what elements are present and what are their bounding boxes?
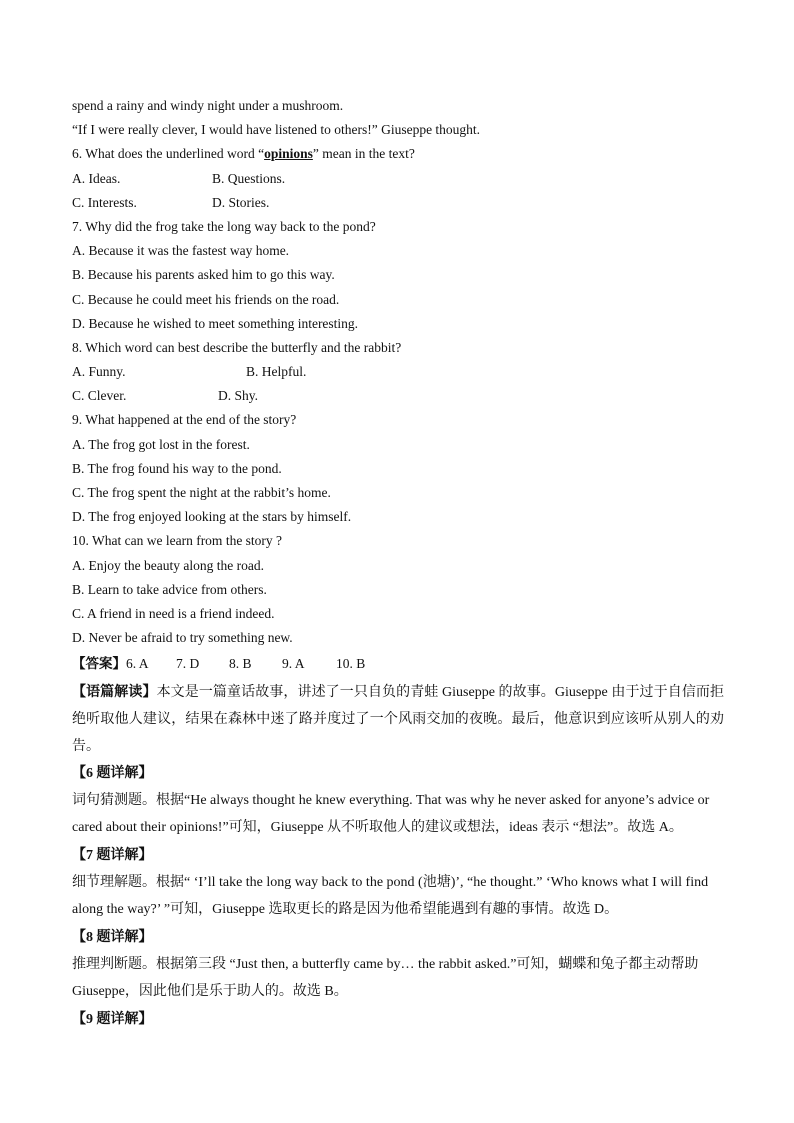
option-b: B. The frog found his way to the pond.	[72, 460, 282, 476]
question-8-options-row-1	[72, 360, 724, 384]
option-d: D. Because he wished to meet something interesting.	[72, 315, 359, 331]
option-d: D. Never be afraid to try something new.	[72, 630, 293, 646]
answer-key	[72, 652, 724, 676]
explanation-7-line: 细节理解题。根据“ ‘I’ll take the long way back to the pond (池塘)’, “he thought.” ‘Who knows what I will find	[72, 874, 709, 890]
explanation-6-title: 【6 题详解】	[72, 765, 153, 781]
option-d: D. The frog enjoyed looking at the stars by himself.	[72, 509, 352, 525]
explanation-8-line: Giuseppe，因此他们是乐于助人的。故选 B。	[72, 984, 348, 999]
underlined-word-opinions: opinions	[264, 146, 313, 162]
story-text-line: “If I were really clever, I would have listened to others!” Giuseppe thought.	[72, 122, 481, 138]
option-b: B. Because his parents asked him to go this way.	[72, 267, 335, 283]
document-content	[72, 94, 724, 1033]
explanation-6-line: cared about their opinions!”可知，Giuseppe 从不听取他人的建议或想法，ideas 表示 “想法”。故选 A。	[72, 820, 683, 835]
explanation-6-line: 词句猜测题。根据“He always thought he knew everything. That was why he never asked for anyone’s advice or	[72, 792, 710, 808]
option-d: D. Stories.	[212, 194, 270, 210]
analysis-label: 【语篇解读】	[72, 684, 157, 700]
answer-9: 9. A	[282, 656, 305, 672]
explanation-8-title: 【8 题详解】	[72, 929, 153, 945]
answer-8: 8. B	[229, 656, 252, 672]
explanation-7-title: 【7 题详解】	[72, 847, 153, 863]
question-7-stem: 7. Why did the frog take the long way back to the pond?	[72, 218, 376, 234]
option-c: C. Interests.	[72, 194, 137, 210]
option-c: C. The frog spent the night at the rabbit’s home.	[72, 485, 331, 500]
question-9-stem: 9. What happened at the end of the story?	[72, 412, 297, 428]
answer-7: 7. D	[176, 656, 200, 672]
question-6-prefix: 6. What does the underlined word “	[72, 146, 265, 162]
option-c: C. A friend in need is a friend indeed.	[72, 605, 275, 621]
question-6-options-row-2	[72, 191, 724, 215]
option-d: D. Shy.	[218, 388, 259, 404]
option-a: A. Because it was the fastest way home.	[72, 243, 290, 259]
answer-label: 【答案】	[72, 656, 126, 672]
option-a: A. Ideas.	[72, 170, 121, 186]
option-a: A. Funny.	[72, 364, 126, 380]
question-6-suffix: ” mean in the text?	[312, 146, 415, 162]
question-6-options-row-1	[72, 167, 724, 191]
analysis-text: 本文是一篇童话故事，讲述了一只自负的青蛙 Giuseppe 的故事。Giuseppe 由于过于自信而拒绝听取他人建议，结果在森林中迷了路并度过了一个风雨交加的夜晚。最后，他意识到应该听从别人的劝告。	[72, 684, 724, 754]
explanation-8-line: 推理判断题。根据第三段 “Just then, a butterfly came by… the rabbit asked.”可知，蝴蝶和兔子都主动帮助	[72, 956, 699, 972]
option-a: A. The frog got lost in the forest.	[72, 436, 250, 452]
option-c: C. Because he could meet his friends on the road.	[72, 291, 340, 307]
question-8-stem: 8. Which word can best describe the butterfly and the rabbit?	[72, 339, 402, 355]
option-c: C. Clever.	[72, 388, 127, 404]
story-text-line: spend a rainy and windy night under a mushroom.	[72, 98, 344, 113]
answer-6: 6. A	[126, 656, 149, 672]
option-b: B. Helpful.	[246, 364, 307, 380]
explanation-9-title: 【9 题详解】	[72, 1011, 153, 1027]
answer-10: 10. B	[336, 656, 366, 672]
question-8-options-row-2	[72, 384, 724, 408]
option-b: B. Learn to take advice from others.	[72, 581, 267, 597]
passage-analysis	[72, 679, 724, 760]
option-a: A. Enjoy the beauty along the road.	[72, 557, 264, 573]
question-6-stem	[72, 142, 724, 166]
question-10-stem: 10. What can we learn from the story ?	[72, 533, 283, 549]
explanation-7-line: along the way?’ ”可知，Giuseppe 选取更长的路是因为他希望能遇到有趣的事情。故选 D。	[72, 902, 619, 917]
option-b: B. Questions.	[212, 170, 286, 186]
